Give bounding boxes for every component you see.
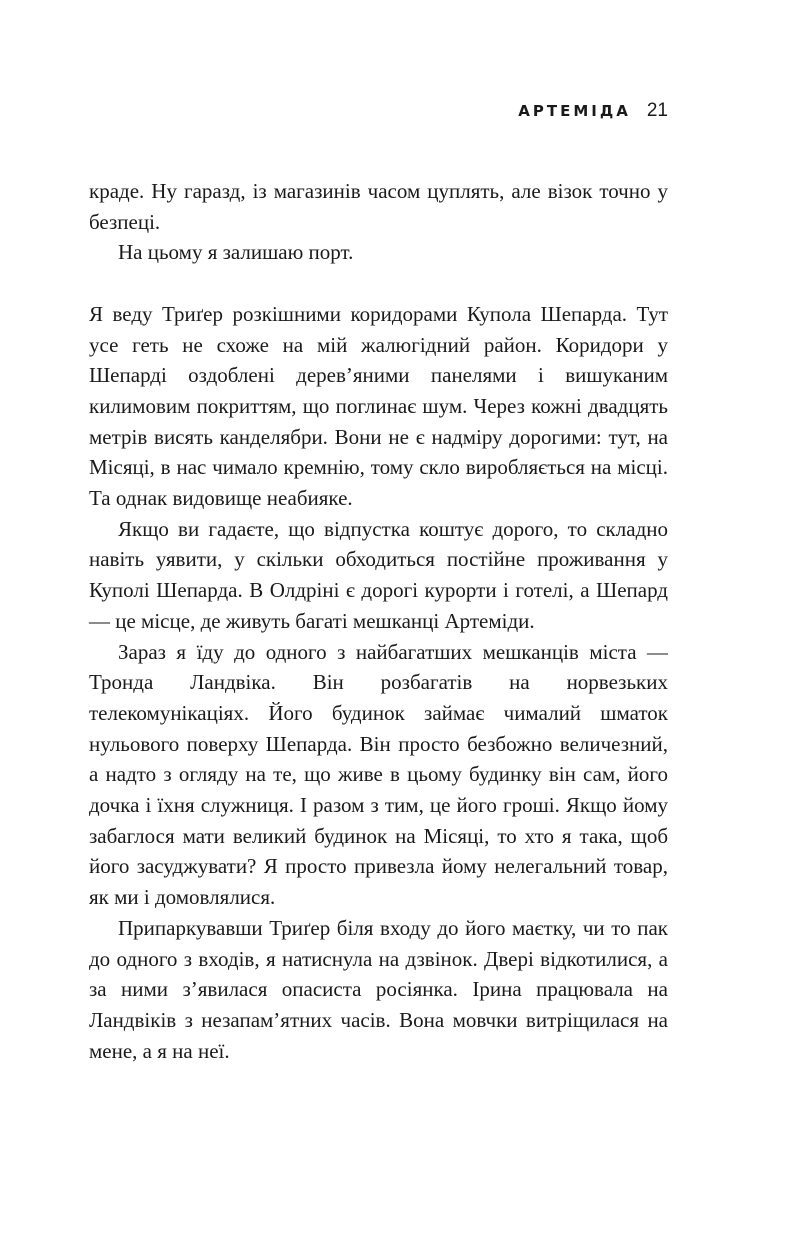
paragraph: краде. Ну гаразд, із магазинів часом цуплять, але візок точно у безпеці. (89, 179, 668, 234)
paragraph: Якщо ви гадаєте, що відпустка коштує дорого, то складно навіть уявити, у скільки обходиться постійне проживання у Куполі Шепарда. В Олдріні є дорогі курорти і готелі, а Шепард — це місце, де живуть багаті мешканці Артеміди. (89, 516, 668, 633)
body-text (89, 176, 668, 1066)
paragraph: На цьому я залишаю порт. (118, 240, 354, 265)
paragraph: Я веду Триґер розкішними коридорами Купола Шепарда. Тут усе геть не схоже на мій жалюгідний район. Коридори у Шепарді оздоблені дерев’яними панелями і вишуканим килимовим покриттям, що поглинає шум. Через кожні двадцять метрів висять канделябри. Вони не є надміру дорогими: тут, на Місяці, в нас чимало кремнію, тому скло виробляється на місці. Та однак видовище неабияке. (89, 301, 668, 511)
page-number: 21 (646, 100, 668, 121)
page-header (518, 100, 668, 122)
paragraph: Зараз я їду до одного з найбагатших мешканців міста — Тронда Ландвіка. Він розбагатів на норвезьких телекомунікаціях. Його будинок займає чималий шматок нульового поверху Шепарда. Він просто безбожно величезний, а надто з огляду на те, що живе в цьому будинку він сам, його дочка і їхня служниця. І разом з тим, це його гроші. Якщо йому забаглося мати великий будинок на Місяці, то хто я така, щоб його засуджувати? Я просто привезла йому нелегальний товар, як ми і домовлялися. (89, 639, 668, 910)
running-head: АРТЕМІДА (518, 102, 631, 120)
paragraph: Припаркувавши Триґер біля входу до його маєтку, чи то пак до одного з входів, я натиснула на дзвінок. Двері відкотилися, а за ними з’явилася опасиста росіянка. Ірина працювала на Ландвіків з незапам’ятних часів. Вона мовчки витріщилася на мене, а я на неї. (89, 915, 668, 1063)
section-break (89, 268, 668, 299)
